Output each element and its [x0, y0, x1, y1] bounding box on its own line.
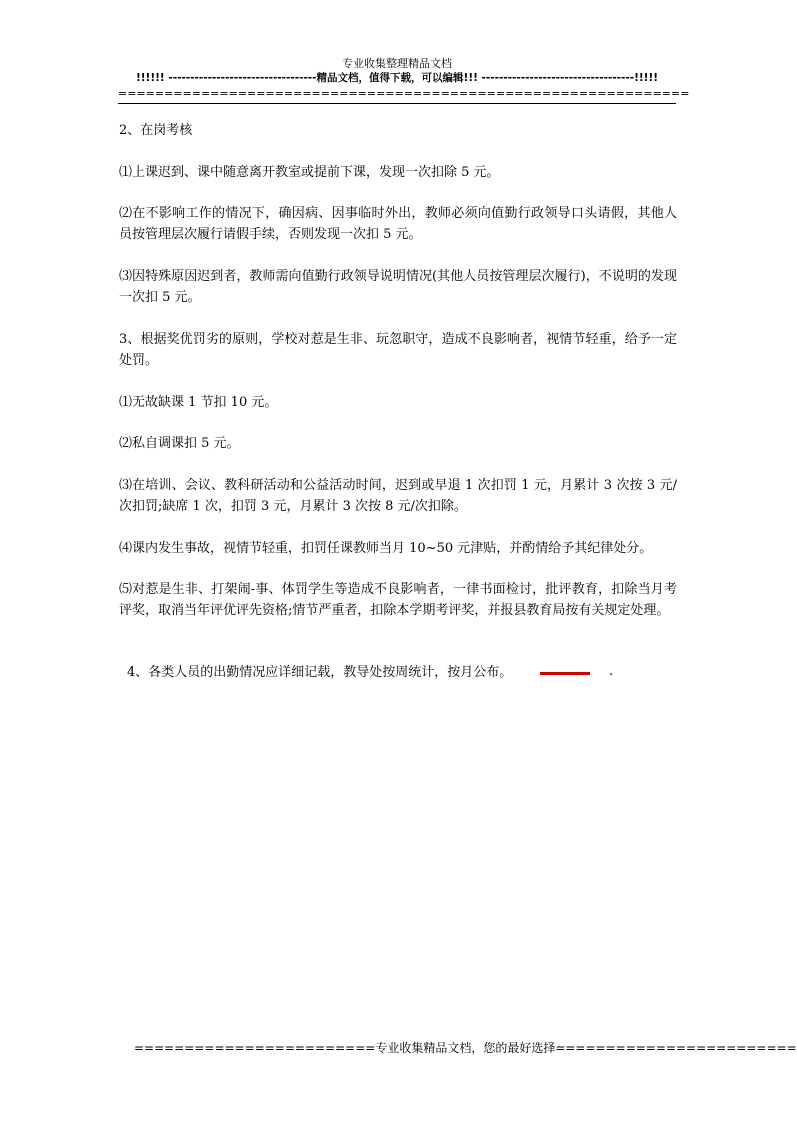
rule-item-3-4: ⑷课内发生事故，视情节轻重，扣罚任课教师当月 10~50 元津贴，并酌情给予其纪律处分。: [119, 541, 653, 556]
section-heading-3: 3、根据奖优罚劣的原则，学校对惹是生非、玩忽职守，造成不良影响者，视情节轻重，给予一定处罚。: [119, 332, 677, 368]
page-footer: ========================专业收集精品文档，您的最好选择========================: [134, 1041, 797, 1055]
rule-item-3-1: ⑴无故缺课 1 节扣 10 元。: [119, 395, 278, 410]
header-title: 专业收集整理精品文档: [342, 57, 452, 70]
header-banner: !!!!!! ----------------------------------精品文档，值得下载，可以编辑!!! -----------------------------------!!!!!: [135, 72, 659, 84]
rule-item-3-5: ⑸对惹是生非、打架闹-事、体罚学生等造成不良影响者，一律书面检讨，批评教育，扣除当月考评奖，取消当年评优评先资格;情节严重者，扣除本学期考评奖，并报县教育局按有关规定处理。: [119, 582, 677, 618]
header-separator: ==============================================================: [118, 87, 690, 100]
rule-item-3-3: ⑶在培训、会议、教科研活动和公益活动时间，迟到或早退 1 次扣罚 1 元，月累计 3 次按 3 元/次扣罚;缺席 1 次，扣罚 3 元，月累计 3 次按 8 元/次扣除。: [119, 478, 677, 514]
rule-item-2-1: ⑴上课迟到、课中随意离开教室或提前下课，发现一次扣除 5 元。: [119, 165, 500, 180]
page-header: [118, 56, 690, 101]
header-rule: [118, 103, 676, 104]
rule-item-3-2: ⑵私自调课扣 5 元。: [119, 436, 240, 451]
trailing-dot: .: [609, 664, 614, 679]
section-heading-2: 2、在岗考核: [119, 123, 193, 138]
red-underline-mark: [540, 672, 590, 675]
section-heading-4: 4、各类人员的出勤情况应详细记载，教导处按周统计，按月公布。: [127, 665, 513, 680]
rule-item-2-2: ⑵在不影响工作的情况下，确因病、因事临时外出，教师必须向值勤行政领导口头请假，其他人员按管理层次履行请假手续，否则发现一次扣 5 元。: [119, 206, 677, 242]
rule-item-2-3: ⑶因特殊原因迟到者，教师需向值勤行政领导说明情况(其他人员按管理层次履行)，不说明的发现一次扣 5 元。: [119, 269, 677, 305]
